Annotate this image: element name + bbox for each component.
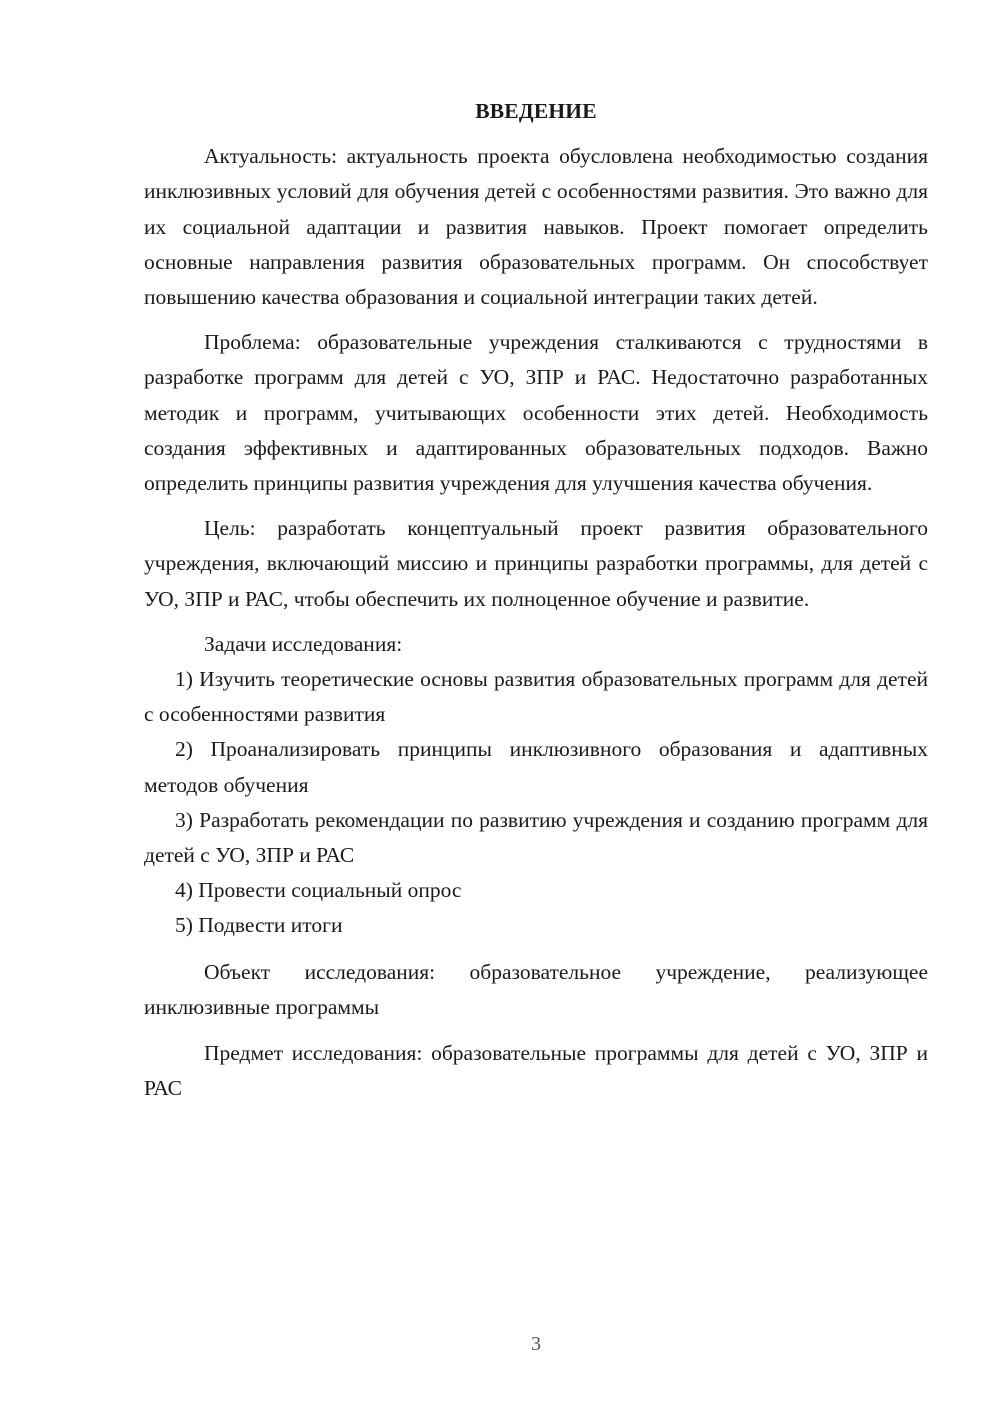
task-item-4: 4) Провести социальный опрос: [175, 878, 462, 903]
relevance-paragraph: Актуальность: актуальность проекта обусловлена необходимостью создания инклюзивных условий для обучения детей с особенностями развития. Это важно для их социальной адаптации и развития навыков. Проект помогает определить основные направления развития образовательных программ. Он способствует повышению качества образования и социальной интеграции таких детей.: [144, 144, 928, 310]
page-title: ВВЕДЕНИЕ: [475, 99, 597, 123]
task-item-5: 5) Подвести итоги: [175, 913, 343, 938]
problem-paragraph: Проблема: образовательные учреждения сталкиваются с трудностями в разработке программ для детей с УО, ЗПР и РАС. Недостаточно разработанных методик и программ, учитывающих особенности этих детей. Необходимость создания эффективных и адаптированных образовательных подходов. Важно определить принципы развития учреждения для улучшения качества обучения.: [144, 330, 928, 496]
goal-paragraph: Цель: разработать концептуальный проект развития образовательного учреждения, включающий миссию и принципы разработки программы, для детей с УО, ЗПР и РАС, чтобы обеспечить их полноценное обучение и развитие.: [144, 516, 928, 611]
task-item-3: 3) Разработать рекомендации по развитию учреждения и созданию программ для детей с УО, ЗПР и РАС: [144, 807, 928, 868]
page-number: 3: [531, 1333, 541, 1355]
task-item-1: 1) Изучить теоретические основы развития образовательных программ для детей с особенностями развития: [144, 667, 928, 727]
tasks-intro: Задачи исследования:: [204, 631, 403, 656]
subject-paragraph: Предмет исследования: образовательные программы для детей с УО, ЗПР и РАС: [144, 1041, 928, 1101]
object-paragraph: Объект исследования: образовательное учреждение, реализующее инклюзивные программы: [144, 959, 928, 1019]
task-item-2: 2) Проанализировать принципы инклюзивного образования и адаптивных методов обучения: [144, 737, 928, 797]
document-page: [144, 94, 928, 1106]
